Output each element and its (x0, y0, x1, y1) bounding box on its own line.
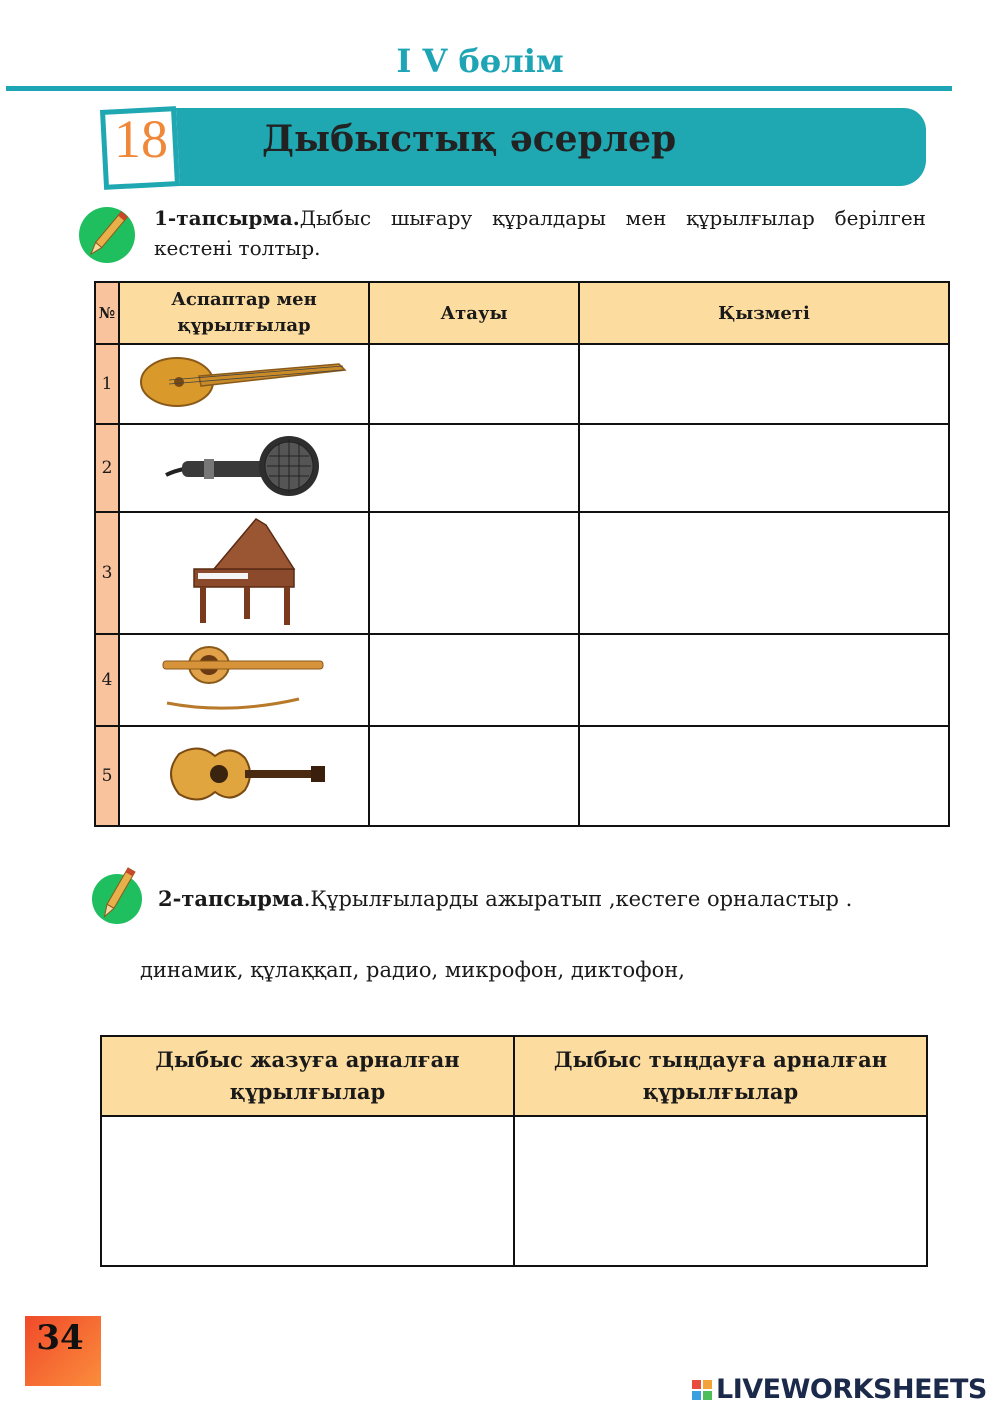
row-number: 1 (95, 344, 119, 424)
instrument-cell (119, 424, 369, 512)
header-function: Қызметі (579, 282, 949, 344)
listening-answer-cell[interactable] (514, 1116, 927, 1266)
function-answer-cell[interactable] (579, 512, 949, 634)
table-header-row (95, 282, 949, 344)
section-title: I V бөлім (396, 42, 564, 80)
function-answer-cell[interactable] (579, 344, 949, 424)
table-row (95, 634, 949, 726)
page-number-badge (25, 1316, 101, 1386)
task1-text: Дыбыс шығару құралдары мен құрылғылар берілген кестені толтыр. (154, 206, 926, 260)
row-number: 4 (95, 634, 119, 726)
instrument-cell (119, 344, 369, 424)
liveworksheets-logo (692, 1374, 987, 1405)
pencil-icon (78, 206, 136, 264)
table-row (95, 726, 949, 826)
task2-instruction (158, 884, 852, 914)
header-number: № (95, 282, 119, 344)
grand-piano-image (184, 515, 304, 627)
header-name: Атауы (369, 282, 579, 344)
table-header-row (101, 1036, 927, 1116)
task1-label: 1-тапсырма. (154, 206, 300, 230)
recording-answer-cell[interactable] (101, 1116, 514, 1266)
row-number: 3 (95, 512, 119, 634)
function-answer-cell[interactable] (579, 424, 949, 512)
header-listening-devices: Дыбыс тыңдауға арналған құрылғылар (514, 1036, 927, 1116)
table-row (101, 1116, 927, 1266)
lesson-number: 18 (114, 109, 168, 169)
brand-name: LIVEWORKSHEETS (716, 1374, 987, 1405)
name-answer-cell[interactable] (369, 726, 579, 826)
header-divider (6, 86, 952, 91)
table-row (95, 424, 949, 512)
header-instruments: Аспаптар мен құрылғылар (119, 282, 369, 344)
task1-instruction (154, 203, 926, 263)
instrument-cell (119, 726, 369, 826)
header-recording-devices: Дыбыс жазуға арналған құрылғылар (101, 1036, 514, 1116)
page-number: 34 (36, 1318, 84, 1358)
task2-text: .Құрылғыларды ажыратып ,кестеге орналастыр . (303, 887, 853, 911)
table-row (95, 344, 949, 424)
task2-label: 2-тапсырма (158, 886, 304, 911)
function-answer-cell[interactable] (579, 726, 949, 826)
name-answer-cell[interactable] (369, 424, 579, 512)
kobyz-image (159, 643, 329, 713)
name-answer-cell[interactable] (369, 634, 579, 726)
word-bank: динамик, құлаққап, радио, микрофон, диктофон, (140, 958, 685, 982)
instrument-cell (119, 634, 369, 726)
row-number: 5 (95, 726, 119, 826)
task1-table (94, 281, 950, 827)
logo-grid-icon (692, 1380, 712, 1400)
dombra-image (139, 352, 349, 412)
guitar-image (159, 734, 329, 814)
function-answer-cell[interactable] (579, 634, 949, 726)
table-row (95, 512, 949, 634)
instrument-cell (119, 512, 369, 634)
pencil-icon (88, 866, 146, 924)
microphone-image (164, 431, 324, 501)
task2-table (100, 1035, 928, 1267)
name-answer-cell[interactable] (369, 512, 579, 634)
name-answer-cell[interactable] (369, 344, 579, 424)
row-number: 2 (95, 424, 119, 512)
lesson-title: Дыбыстық әсерлер (262, 118, 677, 160)
